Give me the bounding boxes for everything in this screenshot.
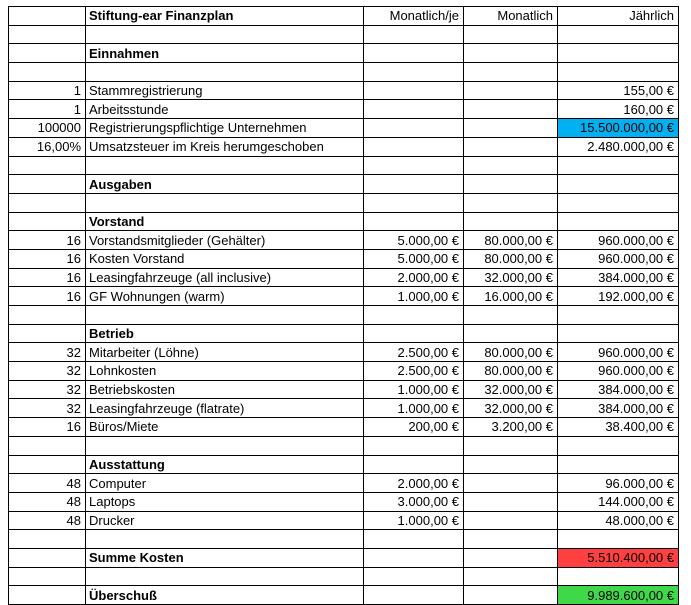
cell-count[interactable]: 16 [9, 268, 86, 287]
cell-monthly[interactable]: 32.000,00 € [464, 380, 558, 399]
table-row [9, 231, 679, 250]
cell-monthly[interactable]: 3.200,00 € [464, 418, 558, 437]
cell-yearly[interactable]: 96.000,00 € [558, 474, 679, 493]
cell-count[interactable] [9, 212, 86, 231]
cell-count[interactable] [9, 193, 86, 212]
cell-label[interactable]: Computer [86, 474, 364, 493]
cell-monthly[interactable]: 80.000,00 € [464, 343, 558, 362]
cell-count[interactable]: 1 [9, 81, 86, 100]
cell-count[interactable] [9, 156, 86, 175]
cell-monthly-each[interactable] [364, 212, 464, 231]
cell-label[interactable]: Betrieb [86, 324, 364, 343]
table-row [9, 362, 679, 381]
cell-monthly[interactable] [464, 567, 558, 586]
table-row [9, 249, 679, 268]
table-row [9, 399, 679, 418]
table-row [9, 306, 679, 325]
cell-monthly-each[interactable]: 5.000,00 € [364, 249, 464, 268]
cell-count[interactable] [9, 63, 86, 82]
table-row [9, 418, 679, 437]
cell-yearly[interactable] [558, 25, 679, 44]
cell-yearly[interactable]: 5.510.400,00 € [558, 548, 679, 567]
table-row [9, 44, 679, 63]
cell-yearly[interactable] [558, 436, 679, 455]
cell-label[interactable]: Leasingfahrzeuge (flatrate) [86, 399, 364, 418]
cell-monthly-each[interactable]: 200,00 € [364, 418, 464, 437]
table-row [9, 474, 679, 493]
table-row [9, 343, 679, 362]
cell-monthly[interactable] [464, 25, 558, 44]
table-row [9, 455, 679, 474]
cell-monthly[interactable] [464, 306, 558, 325]
cell-yearly[interactable]: 38.400,00 € [558, 418, 679, 437]
cell-yearly[interactable]: 9.989.600,00 € [558, 586, 679, 605]
cell-monthly-each[interactable] [364, 306, 464, 325]
table-row [9, 137, 679, 156]
cell-monthly[interactable] [464, 119, 558, 138]
cell-count[interactable] [9, 530, 86, 549]
cell-monthly-each[interactable] [364, 137, 464, 156]
cell-monthly[interactable] [464, 137, 558, 156]
cell-label[interactable] [86, 63, 364, 82]
cell-count[interactable] [9, 324, 86, 343]
table-row [9, 63, 679, 82]
cell-monthly-each[interactable] [364, 156, 464, 175]
cell-yearly[interactable]: 384.000,00 € [558, 399, 679, 418]
cell-label[interactable]: Drucker [86, 511, 364, 530]
cell-monthly-each[interactable]: 2.000,00 € [364, 474, 464, 493]
cell-monthly-each[interactable] [364, 567, 464, 586]
cell-label[interactable] [86, 530, 364, 549]
table-row [9, 193, 679, 212]
table-row [9, 380, 679, 399]
cell-yearly[interactable]: 960.000,00 € [558, 362, 679, 381]
cell-label[interactable] [86, 193, 364, 212]
cell-monthly-each[interactable]: 2.500,00 € [364, 362, 464, 381]
cell-label[interactable]: Summe Kosten [86, 548, 364, 567]
cell-monthly-each[interactable] [364, 100, 464, 119]
cell-count[interactable]: 48 [9, 474, 86, 493]
cell-monthly-each[interactable] [364, 81, 464, 100]
cell-monthly-each[interactable] [364, 63, 464, 82]
table-row [9, 119, 679, 138]
cell-monthly[interactable] [464, 511, 558, 530]
cell-label[interactable]: Betriebskosten [86, 380, 364, 399]
cell-label[interactable]: Ausgaben [86, 175, 364, 194]
cell-monthly[interactable] [464, 492, 558, 511]
table-row [9, 436, 679, 455]
cell-monthly-each[interactable] [364, 455, 464, 474]
cell-yearly[interactable]: 960.000,00 € [558, 343, 679, 362]
table-row [9, 492, 679, 511]
cell-count[interactable]: 16 [9, 231, 86, 250]
cell-yearly[interactable] [558, 324, 679, 343]
cell-yearly[interactable]: Jährlich [558, 7, 679, 26]
table-row [9, 175, 679, 194]
cell-monthly-each[interactable]: 1.000,00 € [364, 380, 464, 399]
cell-monthly-each[interactable] [364, 324, 464, 343]
cell-label[interactable]: Ausstattung [86, 455, 364, 474]
cell-count[interactable]: 48 [9, 492, 86, 511]
cell-count[interactable]: 32 [9, 362, 86, 381]
cell-label[interactable] [86, 156, 364, 175]
cell-monthly[interactable] [464, 100, 558, 119]
cell-monthly[interactable] [464, 530, 558, 549]
cell-monthly-each[interactable]: 1.000,00 € [364, 287, 464, 306]
cell-count[interactable]: 48 [9, 511, 86, 530]
cell-label[interactable]: GF Wohnungen (warm) [86, 287, 364, 306]
cell-monthly-each[interactable]: 2.000,00 € [364, 268, 464, 287]
cell-monthly[interactable]: 32.000,00 € [464, 399, 558, 418]
cell-label[interactable]: Leasingfahrzeuge (all inclusive) [86, 268, 364, 287]
cell-count[interactable]: 16 [9, 287, 86, 306]
cell-monthly[interactable] [464, 156, 558, 175]
cell-monthly[interactable] [464, 81, 558, 100]
cell-monthly[interactable]: 16.000,00 € [464, 287, 558, 306]
cell-monthly-each[interactable] [364, 586, 464, 605]
cell-count[interactable] [9, 436, 86, 455]
cell-monthly[interactable]: 80.000,00 € [464, 362, 558, 381]
cell-monthly[interactable] [464, 436, 558, 455]
cell-count[interactable]: 16 [9, 418, 86, 437]
cell-monthly[interactable] [464, 586, 558, 605]
cell-count[interactable]: 1 [9, 100, 86, 119]
cell-monthly-each[interactable]: Monatlich/je [364, 7, 464, 26]
cell-monthly[interactable]: 80.000,00 € [464, 231, 558, 250]
table-row [9, 324, 679, 343]
table-row [9, 287, 679, 306]
cell-label[interactable]: Kosten Vorstand [86, 249, 364, 268]
cell-monthly-each[interactable] [364, 44, 464, 63]
cell-monthly[interactable] [464, 63, 558, 82]
cell-yearly[interactable] [558, 212, 679, 231]
cell-yearly[interactable] [558, 306, 679, 325]
cell-yearly[interactable]: 155,00 € [558, 81, 679, 100]
cell-label[interactable]: Laptops [86, 492, 364, 511]
table-row [9, 567, 679, 586]
cell-yearly[interactable]: 2.480.000,00 € [558, 137, 679, 156]
cell-label[interactable]: Büros/Miete [86, 418, 364, 437]
cell-count[interactable] [9, 548, 86, 567]
cell-monthly[interactable] [464, 324, 558, 343]
cell-count[interactable] [9, 44, 86, 63]
cell-label[interactable] [86, 25, 364, 44]
cell-yearly[interactable] [558, 567, 679, 586]
cell-label[interactable]: Umsatzsteuer im Kreis herumgeschoben [86, 137, 364, 156]
table-row [9, 100, 679, 119]
table-row [9, 511, 679, 530]
cell-label[interactable]: Vorstand [86, 212, 364, 231]
cell-yearly[interactable]: 384.000,00 € [558, 380, 679, 399]
cell-monthly[interactable] [464, 175, 558, 194]
cell-label[interactable] [86, 567, 364, 586]
cell-count[interactable]: 32 [9, 380, 86, 399]
cell-monthly[interactable]: 32.000,00 € [464, 268, 558, 287]
table-row [9, 25, 679, 44]
cell-monthly-each[interactable] [364, 436, 464, 455]
cell-label[interactable]: Registrierungspflichtige Unternehmen [86, 119, 364, 138]
cell-monthly-each[interactable] [364, 530, 464, 549]
cell-count[interactable] [9, 306, 86, 325]
cell-count[interactable] [9, 7, 86, 26]
cell-monthly[interactable] [464, 474, 558, 493]
cell-yearly[interactable]: 144.000,00 € [558, 492, 679, 511]
cell-label[interactable]: Mitarbeiter (Löhne) [86, 343, 364, 362]
cell-yearly[interactable]: 960.000,00 € [558, 249, 679, 268]
finanzplan-table [8, 6, 679, 605]
cell-label[interactable]: Einnahmen [86, 44, 364, 63]
cell-monthly[interactable] [464, 44, 558, 63]
cell-yearly[interactable]: 48.000,00 € [558, 511, 679, 530]
spreadsheet [8, 6, 679, 605]
cell-yearly[interactable] [558, 63, 679, 82]
cell-yearly[interactable]: 192.000,00 € [558, 287, 679, 306]
finanzplan-table-body [9, 7, 679, 605]
cell-count[interactable] [9, 175, 86, 194]
cell-monthly-each[interactable] [364, 175, 464, 194]
cell-yearly[interactable]: 160,00 € [558, 100, 679, 119]
cell-count[interactable] [9, 25, 86, 44]
cell-label[interactable]: Stiftung-ear Finanzplan [86, 7, 364, 26]
cell-monthly[interactable] [464, 455, 558, 474]
cell-yearly[interactable] [558, 44, 679, 63]
cell-label[interactable]: Lohnkosten [86, 362, 364, 381]
cell-yearly[interactable]: 960.000,00 € [558, 231, 679, 250]
cell-label[interactable]: Vorstandsmitglieder (Gehälter) [86, 231, 364, 250]
table-row [9, 548, 679, 567]
cell-yearly[interactable] [558, 193, 679, 212]
cell-monthly[interactable] [464, 548, 558, 567]
cell-monthly[interactable] [464, 212, 558, 231]
cell-label[interactable] [86, 306, 364, 325]
table-row [9, 81, 679, 100]
table-row [9, 586, 679, 605]
cell-yearly[interactable] [558, 175, 679, 194]
cell-yearly[interactable] [558, 455, 679, 474]
table-row [9, 156, 679, 175]
cell-label[interactable]: Überschuß [86, 586, 364, 605]
cell-label[interactable]: Arbeitsstunde [86, 100, 364, 119]
cell-monthly-each[interactable] [364, 548, 464, 567]
cell-yearly[interactable]: 15.500.000,00 € [558, 119, 679, 138]
cell-count[interactable]: 32 [9, 343, 86, 362]
cell-label[interactable]: Stammregistrierung [86, 81, 364, 100]
cell-monthly[interactable]: 80.000,00 € [464, 249, 558, 268]
cell-monthly-each[interactable]: 2.500,00 € [364, 343, 464, 362]
cell-monthly-each[interactable] [364, 119, 464, 138]
cell-monthly-each[interactable]: 1.000,00 € [364, 511, 464, 530]
table-row [9, 268, 679, 287]
cell-yearly[interactable]: 384.000,00 € [558, 268, 679, 287]
cell-count[interactable]: 100000 [9, 119, 86, 138]
cell-monthly-each[interactable]: 3.000,00 € [364, 492, 464, 511]
cell-monthly-each[interactable]: 1.000,00 € [364, 399, 464, 418]
cell-count[interactable] [9, 567, 86, 586]
cell-count[interactable]: 16,00% [9, 137, 86, 156]
cell-count[interactable]: 16 [9, 249, 86, 268]
cell-monthly-each[interactable] [364, 193, 464, 212]
cell-monthly-each[interactable]: 5.000,00 € [364, 231, 464, 250]
cell-yearly[interactable] [558, 156, 679, 175]
cell-label[interactable] [86, 436, 364, 455]
cell-count[interactable]: 32 [9, 399, 86, 418]
cell-yearly[interactable] [558, 530, 679, 549]
cell-monthly[interactable]: Monatlich [464, 7, 558, 26]
table-row [9, 530, 679, 549]
table-row [9, 212, 679, 231]
cell-count[interactable] [9, 455, 86, 474]
cell-monthly-each[interactable] [364, 25, 464, 44]
table-row [9, 7, 679, 26]
cell-monthly[interactable] [464, 193, 558, 212]
cell-count[interactable] [9, 586, 86, 605]
